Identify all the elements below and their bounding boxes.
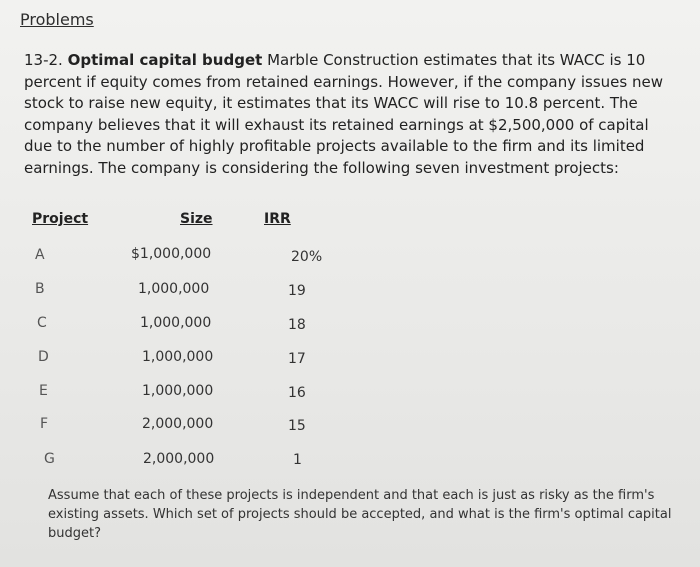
table-cell-project: E: [39, 383, 48, 399]
table-cell-irr: 19: [288, 283, 306, 299]
table-cell-irr: 16: [288, 385, 306, 401]
table-cell-irr: 1: [293, 452, 302, 468]
problem-statement: [24, 50, 674, 179]
table-cell-size: 2,000,000: [143, 451, 215, 467]
table-cell-project: D: [38, 349, 49, 365]
problem-number: 13-2.: [24, 51, 63, 69]
column-header-project: Project: [32, 211, 89, 227]
table-cell-size: 1,000,000: [140, 315, 212, 331]
table-cell-project: C: [37, 315, 47, 331]
table-cell-irr: 20%: [291, 249, 323, 265]
problem-title: Optimal capital budget: [67, 51, 263, 69]
table-cell-irr: 15: [288, 418, 306, 434]
table-cell-size: 1,000,000: [138, 281, 210, 297]
column-header-size: Size: [180, 211, 213, 227]
table-cell-irr: 18: [288, 317, 306, 333]
table-cell-size: 2,000,000: [142, 416, 214, 432]
table-cell-project: G: [44, 451, 55, 467]
section-heading: Problems: [20, 10, 94, 29]
problem-text: Marble Construction estimates that its WACC is 10 percent if equity comes from retained earnings. However, if the company issues new stock to raise new equity, it estimates that its WACC will rise to 10.8 percent. The company believes that it will exhaust its retained earnings at $2,500,000 of capital due to the number of highly profitable projects available to the firm and its limited earnings. The company is considering the following seven investment projects:: [24, 51, 664, 177]
table-cell-irr: 17: [288, 351, 306, 367]
table-cell-size: 1,000,000: [142, 349, 214, 365]
table-cell-size: $1,000,000: [131, 246, 212, 262]
question-text: Assume that each of these projects is independent and that each is just as risky as the firm's existing assets. Which set of projects should be accepted, and what is the firm's optimal capital budget?: [48, 488, 672, 541]
table-cell-project: B: [35, 281, 45, 297]
column-header-irr: IRR: [264, 211, 291, 227]
table-cell-project: F: [40, 416, 49, 432]
table-cell-size: 1,000,000: [142, 383, 214, 399]
table-cell-project: A: [35, 247, 45, 263]
